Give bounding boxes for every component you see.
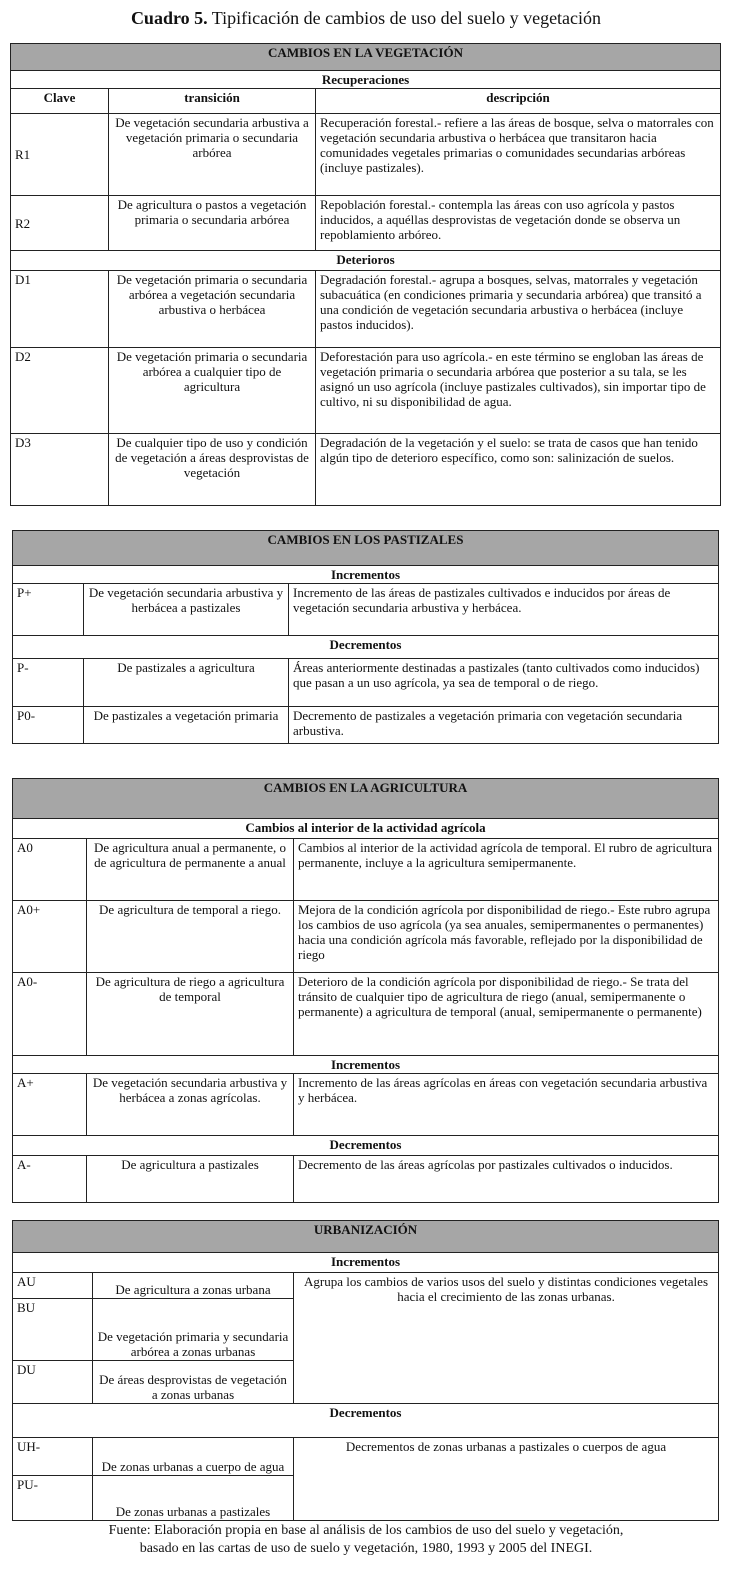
section-title-row <box>13 1221 719 1253</box>
transicion-cell: De pastizales a agricultura <box>84 659 289 707</box>
caption-text: Tipificación de cambios de uso del suelo y vegetación <box>207 8 602 28</box>
descripcion-cell: Decremento de las áreas agrícolas por pastizales cultivados o inducidos. <box>294 1156 719 1203</box>
source-line-2: basado en las cartas de uso de suelo y vegetación, 1980, 1993 y 2005 del INEGI. <box>139 1541 593 1556</box>
transicion-cell: De vegetación secundaria arbustiva y herbácea a zonas agrícolas. <box>87 1074 294 1136</box>
transicion-cell: De agricultura de riego a agricultura de temporal <box>87 973 294 1056</box>
transicion-cell: De vegetación secundaria arbustiva y herbácea a pastizales <box>84 584 289 636</box>
descripcion-cell: Repoblación forestal.- contempla las áreas con uso agrícola y pastos inducidos, a aquéllas desprovistas de vegetación donde se observa un repoblamiento arbóreo. <box>316 196 721 251</box>
table-row <box>11 196 721 251</box>
descripcion-cell: Incremento de las áreas agrícolas en áreas con vegetación secundaria arbustiva y herbácea. <box>294 1074 719 1136</box>
clave-cell: R2 <box>11 196 109 251</box>
group-label-row <box>11 251 721 271</box>
descripcion-cell: Degradación forestal.- agrupa a bosques, selvas, matorrales y vegetación subacuática (en condiciones primaria y secundaria arbórea) que transitó a una condición de vegetación secundaria arbustiva o herbácea (incluye pastos inducidos). <box>316 271 721 348</box>
table-row <box>13 584 719 636</box>
clave-cell: DU <box>13 1361 93 1404</box>
clave-cell: R1 <box>11 114 109 196</box>
descripcion-cell: Decremento de pastizales a vegetación primaria con vegetación secundaria arbustiva. <box>289 707 719 744</box>
table-row <box>13 707 719 744</box>
descripcion-cell: Recuperación forestal.- refiere a las áreas de bosque, selva o matorrales con vegetación secundaria arbustiva o herbácea que transitaron hacia comunidades vegetales primarias o comunidades secundarias arbóreas (incluye pastizales). <box>316 114 721 196</box>
clave-cell: D2 <box>11 348 109 434</box>
column-header-clave: Clave <box>11 89 109 114</box>
table-row <box>13 1156 719 1203</box>
group-label-row <box>13 566 719 584</box>
descripcion-cell: Agrupa los cambios de varios usos del suelo y distintas condiciones vegetales hacia el crecimiento de las zonas urbanas. <box>294 1273 719 1404</box>
transicion-cell: De agricultura a zonas urbana <box>93 1273 294 1299</box>
table-row <box>11 348 721 434</box>
table-row <box>13 1074 719 1136</box>
section-table <box>12 778 719 1203</box>
group-label-row <box>13 1056 719 1074</box>
section-title-row <box>13 779 719 819</box>
clave-cell: A+ <box>13 1074 87 1136</box>
group-label-row <box>13 636 719 659</box>
table-row <box>13 1438 719 1476</box>
group-label-row <box>13 1404 719 1438</box>
clave-cell: A0+ <box>13 901 87 973</box>
table-row <box>11 434 721 506</box>
column-header-transicion: transición <box>109 89 316 114</box>
group-label: Decrementos <box>13 1136 719 1156</box>
group-label: Decrementos <box>13 1404 719 1438</box>
clave-cell: P+ <box>13 584 84 636</box>
group-label: Recuperaciones <box>11 71 721 89</box>
descripcion-cell: Degradación de la vegetación y el suelo: se trata de casos que han tenido algún tipo de deterioro específico, como son: salinización de suelos. <box>316 434 721 506</box>
transicion-cell: De agricultura de temporal a riego. <box>87 901 294 973</box>
group-label-row <box>13 819 719 839</box>
transicion-cell: De vegetación primaria y secundaria arbórea a zonas urbanas <box>93 1299 294 1361</box>
table-row <box>13 901 719 973</box>
clave-cell: D3 <box>11 434 109 506</box>
table-row <box>13 839 719 901</box>
transicion-cell: De agricultura a pastizales <box>87 1156 294 1203</box>
transicion-cell: De agricultura anual a permanente, o de agricultura de permanente a anual <box>87 839 294 901</box>
clave-cell: A0 <box>13 839 87 901</box>
group-label-row <box>13 1253 719 1273</box>
clave-cell: A0- <box>13 973 87 1056</box>
source-line-1: Fuente: Elaboración propia en base al análisis de los cambios de uso del suelo y vegetación, <box>108 1523 624 1538</box>
section-title: URBANIZACIÓN <box>13 1221 719 1253</box>
group-label: Cambios al interior de la actividad agrícola <box>13 819 719 839</box>
section-title: CAMBIOS EN LA AGRICULTURA <box>13 779 719 819</box>
descripcion-cell: Cambios al interior de la actividad agrícola de temporal. El rubro de agricultura permanente, incluye a la agricultura semipermanente. <box>294 839 719 901</box>
caption-number: Cuadro 5. <box>130 8 208 28</box>
section-title-row <box>11 44 721 71</box>
section-table <box>12 1220 719 1521</box>
group-label: Incrementos <box>13 566 719 584</box>
descripcion-cell: Áreas anteriormente destinadas a pastizales (tanto cultivados como inducidos) que pasan a un uso agrícola, ya sea de temporal o de riego. <box>289 659 719 707</box>
transicion-cell: De áreas desprovistas de vegetación a zonas urbanas <box>93 1361 294 1404</box>
clave-cell: P- <box>13 659 84 707</box>
section-table <box>12 530 719 744</box>
group-label: Incrementos <box>13 1253 719 1273</box>
group-label: Decrementos <box>13 636 719 659</box>
descripcion-cell: Deforestación para uso agrícola.- en este término se engloban las áreas de vegetación primaria o secundaria arbórea que posterior a su tala, se les asignó un uso agrícola (incluye pastizales cultivados), sin importar tipo de cultivo, ni su disponibilidad de agua. <box>316 348 721 434</box>
table-row <box>13 973 719 1056</box>
group-label: Incrementos <box>13 1056 719 1074</box>
clave-cell: BU <box>13 1299 93 1361</box>
descripcion-cell: Incremento de las áreas de pastizales cultivados e inducidos por áreas de vegetación secundaria arbustiva y herbácea. <box>289 584 719 636</box>
section-table <box>10 43 721 506</box>
clave-cell: UH- <box>13 1438 93 1476</box>
clave-cell: D1 <box>11 271 109 348</box>
column-header-descripcion: descripción <box>316 89 721 114</box>
group-label-row <box>11 71 721 89</box>
source-note <box>0 1522 732 1558</box>
descripcion-cell: Deterioro de la condición agrícola por disponibilidad de riego.- Se trata del tránsito de cualquier tipo de agricultura de riego (anual, semipermanente o permanente) a agricultura de temporal (anual, semipermanente o permanente) <box>294 973 719 1056</box>
transicion-cell: De cualquier tipo de uso y condición de vegetación a áreas desprovistas de vegetación <box>109 434 316 506</box>
descripcion-cell: Decrementos de zonas urbanas a pastizales o cuerpos de agua <box>294 1438 719 1521</box>
section-title: CAMBIOS EN LOS PASTIZALES <box>13 531 719 566</box>
section-title-row <box>13 531 719 566</box>
transicion-cell: De zonas urbanas a cuerpo de agua <box>93 1438 294 1476</box>
clave-cell: PU- <box>13 1476 93 1521</box>
clave-cell: A- <box>13 1156 87 1203</box>
transicion-cell: De agricultura o pastos a vegetación primaria o secundaria arbórea <box>109 196 316 251</box>
table-row <box>13 1273 719 1299</box>
clave-cell: AU <box>13 1273 93 1299</box>
transicion-cell: De pastizales a vegetación primaria <box>84 707 289 744</box>
table-row <box>11 271 721 348</box>
section-title: CAMBIOS EN LA VEGETACIÓN <box>11 44 721 71</box>
table-caption <box>0 8 732 29</box>
descripcion-cell: Mejora de la condición agrícola por disponibilidad de riego.- Este rubro agrupa los cambios de uso agrícola (ya sea anuales, semipermanentes o permanentes) hacia una condición agrícola más favorable, reflejado por la disponibilidad de riego <box>294 901 719 973</box>
table-row <box>13 659 719 707</box>
table-row <box>11 114 721 196</box>
transicion-cell: De vegetación primaria o secundaria arbórea a vegetación secundaria arbustiva o herbácea <box>109 271 316 348</box>
transicion-cell: De zonas urbanas a pastizales <box>93 1476 294 1521</box>
group-label: Deterioros <box>11 251 721 271</box>
clave-cell: P0- <box>13 707 84 744</box>
group-label-row <box>13 1136 719 1156</box>
transicion-cell: De vegetación secundaria arbustiva a vegetación primaria o secundaria arbórea <box>109 114 316 196</box>
transicion-cell: De vegetación primaria o secundaria arbórea a cualquier tipo de agricultura <box>109 348 316 434</box>
column-header-row <box>11 89 721 114</box>
